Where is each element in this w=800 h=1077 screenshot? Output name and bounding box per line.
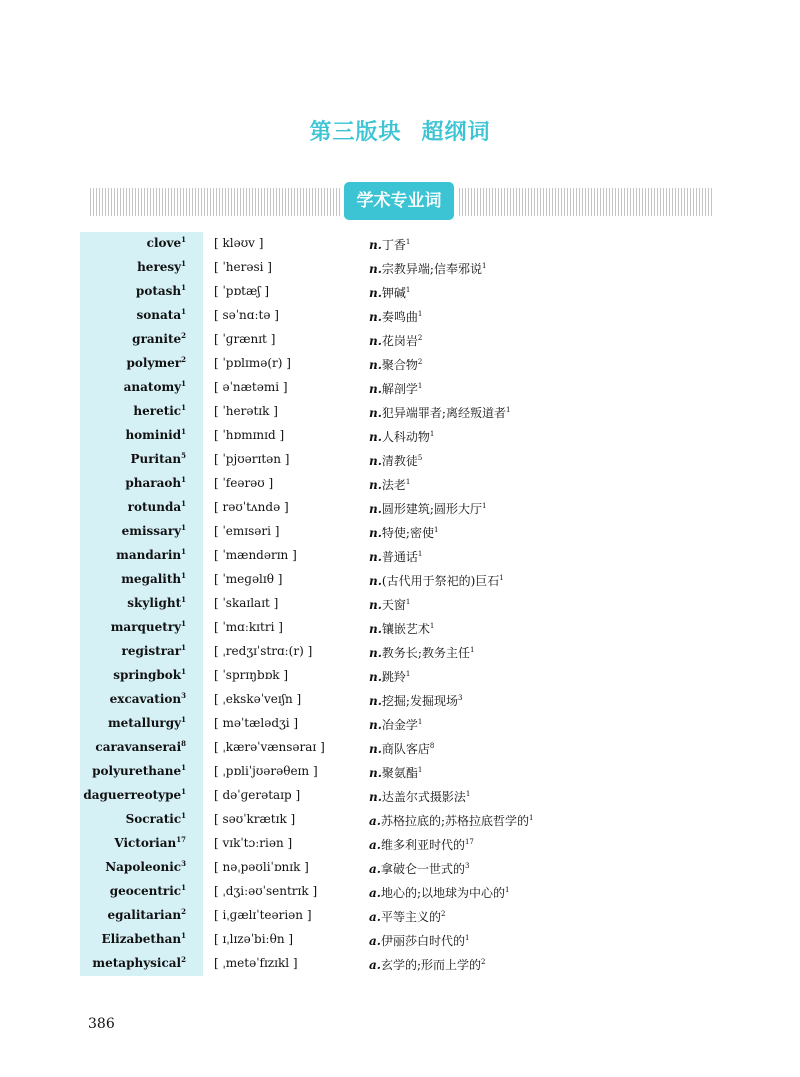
- vocab-word: caravanserai$^8$: [95, 739, 186, 754]
- part-of-speech: n.: [369, 310, 382, 324]
- vocab-row: [0, 905, 800, 929]
- definition-frequency: 1: [481, 262, 487, 270]
- vocab-row: [0, 425, 800, 449]
- vocab-definition: [369, 596, 410, 613]
- vocab-phonetic: [ məˈtælədʒi ]: [214, 716, 299, 730]
- definition-text: 圆形建筑;圆形大厅: [381, 502, 482, 516]
- definition-text: 钾碱: [381, 286, 406, 300]
- part-of-speech: n.: [369, 454, 382, 468]
- part-of-speech: n.: [369, 550, 382, 564]
- definition-text: 宗教异端;信奉邪说: [381, 262, 482, 276]
- vocab-row: [0, 401, 800, 425]
- definition-frequency: 1: [417, 766, 423, 774]
- part-of-speech: n.: [369, 526, 382, 540]
- vocab-definition: [369, 788, 470, 805]
- vocab-definition: [369, 860, 469, 877]
- definition-text: 天窗: [381, 598, 406, 612]
- vocab-word: Socratic$^1$: [125, 811, 186, 826]
- vocab-row: [0, 449, 800, 473]
- definition-text: 花岗岩: [381, 334, 418, 348]
- vocab-phonetic: [ ˈsprɪŋbɒk ]: [214, 668, 289, 682]
- definition-text: 跳羚: [381, 670, 406, 684]
- definition-frequency: 1: [429, 430, 435, 438]
- part-of-speech: a.: [369, 814, 381, 828]
- vocab-definition: [369, 524, 438, 541]
- vocab-phonetic: [ ˈemɪsəri ]: [214, 524, 280, 538]
- definition-text: 聚氨酯: [381, 766, 418, 780]
- vocab-phonetic: [ ˈherətɪk ]: [214, 404, 278, 418]
- vocab-definition: [369, 620, 434, 637]
- vocab-definition: [369, 452, 422, 469]
- vocab-word: megalith$^1$: [121, 571, 186, 586]
- definition-text: 特使;密使: [381, 526, 434, 540]
- part-of-speech: n.: [369, 334, 382, 348]
- definition-frequency: 2: [417, 334, 423, 342]
- vocab-row: [0, 281, 800, 305]
- vocab-row: [0, 665, 800, 689]
- definition-frequency: 1: [405, 478, 411, 486]
- part-of-speech: n.: [369, 430, 382, 444]
- definition-text: 犯异端罪者;离经叛道者: [381, 406, 506, 420]
- word-frequency: 8: [181, 739, 186, 748]
- definition-text: 教务长;教务主任: [381, 646, 470, 660]
- vocab-word: metallurgy$^1$: [107, 715, 186, 730]
- definition-text: 镶嵌艺术: [381, 622, 430, 636]
- definition-text: 奏鸣曲: [381, 310, 418, 324]
- vocab-row: [0, 761, 800, 785]
- vocab-definition: [369, 668, 410, 685]
- vocab-word: potash$^1$: [135, 283, 186, 298]
- vocab-phonetic: [ ɪˌlɪzəˈbiːθn ]: [214, 932, 294, 946]
- vocab-phonetic: [ ˈmændərɪn ]: [214, 548, 297, 562]
- word-frequency: 1: [181, 643, 186, 652]
- definition-frequency: 1: [405, 286, 411, 294]
- part-of-speech: n.: [369, 574, 382, 588]
- definition-text: 维多利亚时代的: [380, 838, 465, 852]
- definition-frequency: 1: [429, 622, 435, 630]
- vocab-row: [0, 233, 800, 257]
- part-of-speech: n.: [369, 646, 382, 660]
- vocab-word: daguerreotype$^1$: [83, 787, 186, 802]
- vocab-definition: [369, 308, 422, 325]
- definition-frequency: 1: [417, 550, 423, 558]
- definition-text: 玄学的;形而上学的: [380, 958, 481, 972]
- page-title: [0, 115, 800, 146]
- vocab-phonetic: [ ˈmeɡəlɪθ ]: [214, 572, 283, 586]
- word-frequency: 1: [181, 667, 186, 676]
- vocab-word: clove$^1$: [146, 235, 186, 250]
- part-of-speech: n.: [369, 382, 382, 396]
- vocab-definition: [369, 260, 486, 277]
- vocab-row: [0, 305, 800, 329]
- word-frequency: 17: [176, 835, 186, 844]
- vocab-row: [0, 689, 800, 713]
- definition-text: 冶金学: [381, 718, 418, 732]
- vocab-definition: [369, 812, 533, 829]
- vocab-definition: [369, 836, 474, 853]
- vocab-phonetic: [ ˌpɒliˈjʊərəθeɪn ]: [214, 764, 318, 778]
- vocab-phonetic: [ iˌɡælɪˈteəriən ]: [214, 908, 312, 922]
- vocab-phonetic: [ səʊˈkrætɪk ]: [214, 812, 296, 826]
- word-frequency: 1: [181, 715, 186, 724]
- vocab-word: springbok$^1$: [113, 667, 186, 682]
- vocab-row: [0, 953, 800, 977]
- title-text: 超纲词: [421, 120, 491, 145]
- word-frequency: 1: [181, 475, 186, 484]
- definition-frequency: 5: [417, 454, 423, 462]
- vocab-row: [0, 617, 800, 641]
- vocab-phonetic: [ ˈpɒlɪmə(r) ]: [214, 356, 291, 370]
- word-frequency: 2: [181, 955, 186, 964]
- vocab-row: [0, 737, 800, 761]
- definition-frequency: 1: [465, 790, 471, 798]
- vocab-definition: [369, 428, 434, 445]
- part-of-speech: n.: [369, 790, 382, 804]
- definition-frequency: 1: [505, 406, 511, 414]
- definition-frequency: 2: [481, 958, 486, 966]
- definition-text: 人科动物: [381, 430, 430, 444]
- title-part: 第三版块: [309, 120, 402, 145]
- definition-text: 苏格拉底的;苏格拉底哲学的: [380, 814, 529, 828]
- definition-frequency: 1: [417, 718, 423, 726]
- part-of-speech: n.: [369, 406, 382, 420]
- vocab-word: Victorian$^{17}$: [114, 835, 186, 850]
- part-of-speech: a.: [369, 934, 381, 948]
- part-of-speech: n.: [369, 766, 382, 780]
- vocab-word: hominid$^1$: [125, 427, 186, 442]
- vocab-row: [0, 569, 800, 593]
- part-of-speech: a.: [369, 838, 381, 852]
- word-frequency: 1: [181, 235, 186, 244]
- part-of-speech: n.: [369, 694, 382, 708]
- part-of-speech: n.: [369, 286, 382, 300]
- vocab-phonetic: [ əˈnætəmi ]: [214, 380, 288, 394]
- vocab-row: [0, 473, 800, 497]
- part-of-speech: n.: [369, 262, 382, 276]
- word-frequency: 1: [181, 427, 186, 436]
- part-of-speech: n.: [369, 238, 382, 252]
- vocab-phonetic: [ nəˌpəʊliˈɒnɪk ]: [214, 860, 309, 874]
- definition-frequency: 1: [405, 670, 411, 678]
- vocabulary-list: [0, 233, 800, 977]
- vocab-phonetic: [ ˈherəsi ]: [214, 260, 272, 274]
- vocab-phonetic: [ ˌredʒɪˈstrɑː(r) ]: [214, 644, 313, 658]
- vocab-definition: [369, 956, 485, 973]
- vocab-definition: [369, 500, 486, 517]
- part-of-speech: n.: [369, 502, 382, 516]
- vocab-definition: [369, 356, 422, 373]
- word-frequency: 1: [181, 619, 186, 628]
- word-frequency: 2: [181, 907, 186, 916]
- definition-text: 聚合物: [381, 358, 418, 372]
- part-of-speech: n.: [369, 598, 382, 612]
- page-number: 386: [88, 1016, 115, 1032]
- part-of-speech: a.: [369, 910, 381, 924]
- definition-text: 伊丽莎白时代的: [380, 934, 465, 948]
- vocab-word: egalitarian$^2$: [107, 907, 186, 922]
- vocab-phonetic: [ ˈɡrænɪt ]: [214, 332, 276, 346]
- definition-frequency: 3: [457, 694, 463, 702]
- word-frequency: 1: [181, 379, 186, 388]
- word-frequency: 1: [181, 763, 186, 772]
- word-frequency: 1: [181, 547, 186, 556]
- vocab-word: heresy$^1$: [137, 259, 186, 274]
- word-frequency: 2: [181, 331, 186, 340]
- part-of-speech: n.: [369, 622, 382, 636]
- vocab-word: geocentric$^1$: [109, 883, 186, 898]
- vocab-definition: [369, 404, 510, 421]
- word-frequency: 1: [181, 259, 186, 268]
- part-of-speech: n.: [369, 478, 382, 492]
- vocab-row: [0, 857, 800, 881]
- word-frequency: 1: [181, 307, 186, 316]
- vocab-word: marquetry$^1$: [110, 619, 186, 634]
- vocab-definition: [369, 884, 509, 901]
- vocab-row: [0, 545, 800, 569]
- vocab-word: Napoleonic$^3$: [105, 859, 186, 874]
- definition-frequency: 2: [440, 910, 446, 918]
- definition-text: 丁香: [381, 238, 406, 252]
- vocab-definition: [369, 908, 445, 925]
- vocab-definition: [369, 716, 422, 733]
- vocab-phonetic: [ vɪkˈtɔːriən ]: [214, 836, 293, 850]
- vocab-definition: [369, 740, 434, 757]
- vocab-phonetic: [ ˈhɒmɪnɪd ]: [214, 428, 285, 442]
- definition-text: 商队客店: [381, 742, 430, 756]
- word-frequency: 1: [181, 283, 186, 292]
- word-frequency: 3: [181, 859, 186, 868]
- word-frequency: 1: [181, 403, 186, 412]
- vocab-word: metaphysical$^2$: [92, 955, 186, 970]
- vocab-word: Puritan$^5$: [130, 451, 186, 466]
- vocab-row: [0, 929, 800, 953]
- vocab-word: skylight$^1$: [127, 595, 186, 610]
- definition-frequency: 8: [429, 742, 435, 750]
- definition-frequency: 1: [417, 310, 423, 318]
- vocab-word: rotunda$^1$: [127, 499, 186, 514]
- vocab-row: [0, 353, 800, 377]
- vocab-definition: [369, 644, 474, 661]
- vocab-word: registrar$^1$: [121, 643, 186, 658]
- vocab-definition: [369, 236, 410, 253]
- vocab-definition: [369, 572, 504, 589]
- vocab-phonetic: [ ˌkærəˈvænsəraɪ ]: [214, 740, 325, 754]
- word-frequency: 1: [181, 787, 186, 796]
- vocab-phonetic: [ ˈpɒtæʃ ]: [214, 284, 270, 298]
- section-label: 学术专业词: [344, 182, 454, 220]
- definition-frequency: 1: [405, 598, 411, 606]
- vocab-row: [0, 641, 800, 665]
- vocab-definition: [369, 380, 422, 397]
- vocab-phonetic: [ kləʊv ]: [214, 236, 264, 250]
- vocab-phonetic: [ ˌdʒiːəʊˈsentrɪk ]: [214, 884, 318, 898]
- part-of-speech: n.: [369, 358, 382, 372]
- definition-frequency: 17: [464, 838, 474, 846]
- definition-text: 清教徒: [381, 454, 418, 468]
- vocab-word: emissary$^1$: [121, 523, 186, 538]
- vocab-definition: [369, 764, 422, 781]
- vocab-row: [0, 329, 800, 353]
- vocab-word: excavation$^3$: [109, 691, 186, 706]
- part-of-speech: a.: [369, 958, 381, 972]
- vocab-row: [0, 521, 800, 545]
- vocab-phonetic: [ ˈfeərəʊ ]: [214, 476, 274, 490]
- definition-text: 平等主义的: [380, 910, 441, 924]
- word-frequency: 2: [181, 355, 186, 364]
- definition-text: 地心的;以地球为中心的: [380, 886, 505, 900]
- vocab-word: sonata$^1$: [136, 307, 186, 322]
- word-frequency: 5: [181, 451, 186, 460]
- vocab-word: polyurethane$^1$: [92, 763, 186, 778]
- vocab-phonetic: [ dəˈɡerətaɪp ]: [214, 788, 301, 802]
- vocab-phonetic: [ ˌmetəˈfɪzɪkl ]: [214, 956, 298, 970]
- definition-text: 解剖学: [381, 382, 418, 396]
- vocab-definition: [369, 476, 410, 493]
- vocab-row: [0, 809, 800, 833]
- definition-frequency: 1: [529, 814, 534, 822]
- word-frequency: 1: [181, 499, 186, 508]
- vocab-definition: [369, 692, 462, 709]
- vocab-word: granite$^2$: [132, 331, 186, 346]
- part-of-speech: a.: [369, 886, 381, 900]
- vocab-row: [0, 713, 800, 737]
- vocab-word: anatomy$^1$: [123, 379, 186, 394]
- vocab-word: polymer$^2$: [126, 355, 186, 370]
- vocab-phonetic: [ ˈskaɪlaɪt ]: [214, 596, 279, 610]
- vocab-definition: [369, 932, 469, 949]
- definition-frequency: 1: [469, 646, 475, 654]
- vocab-phonetic: [ rəʊˈtʌndə ]: [214, 500, 289, 514]
- definition-frequency: 1: [499, 574, 504, 582]
- vocab-phonetic: [ ˌekskəˈveɪʃn ]: [214, 692, 302, 706]
- definition-frequency: 1: [481, 502, 487, 510]
- vocab-phonetic: [ ˈmɑːkɪtri ]: [214, 620, 283, 634]
- vocab-word: mandarin$^1$: [116, 547, 186, 562]
- word-frequency: 1: [181, 931, 186, 940]
- vocab-row: [0, 881, 800, 905]
- vocab-definition: [369, 332, 422, 349]
- definition-text: 挖掘;发掘现场: [381, 694, 458, 708]
- word-frequency: 1: [181, 811, 186, 820]
- definition-frequency: 2: [417, 358, 423, 366]
- definition-frequency: 1: [433, 526, 439, 534]
- definition-frequency: 1: [417, 382, 423, 390]
- vocab-row: [0, 833, 800, 857]
- part-of-speech: a.: [369, 862, 381, 876]
- vocab-phonetic: [ ˈpjʊərɪtən ]: [214, 452, 290, 466]
- vocab-word: Elizabethan$^1$: [101, 931, 186, 946]
- part-of-speech: n.: [369, 742, 382, 756]
- vocab-row: [0, 785, 800, 809]
- part-of-speech: n.: [369, 718, 382, 732]
- definition-text: 普通话: [381, 550, 418, 564]
- word-frequency: 1: [181, 571, 186, 580]
- definition-frequency: 1: [505, 886, 510, 894]
- vocab-phonetic: [ səˈnɑːtə ]: [214, 308, 279, 322]
- vocab-row: [0, 377, 800, 401]
- word-frequency: 1: [181, 523, 186, 532]
- vocab-row: [0, 497, 800, 521]
- word-frequency: 1: [181, 595, 186, 604]
- vocab-row: [0, 257, 800, 281]
- definition-text: 拿破仑一世式的: [380, 862, 465, 876]
- vocab-row: [0, 593, 800, 617]
- definition-frequency: 3: [464, 862, 470, 870]
- vocab-definition: [369, 548, 422, 565]
- vocab-word: heretic$^1$: [133, 403, 186, 418]
- word-frequency: 1: [181, 883, 186, 892]
- definition-text: 法老: [381, 478, 406, 492]
- part-of-speech: n.: [369, 670, 382, 684]
- definition-text: (古代用于祭祀的)巨石: [381, 574, 500, 588]
- definition-frequency: 1: [405, 238, 411, 246]
- vocab-word: pharaoh$^1$: [125, 475, 186, 490]
- definition-frequency: 1: [464, 934, 470, 942]
- vocab-definition: [369, 284, 410, 301]
- word-frequency: 3: [181, 691, 186, 700]
- definition-text: 达盖尔式摄影法: [381, 790, 466, 804]
